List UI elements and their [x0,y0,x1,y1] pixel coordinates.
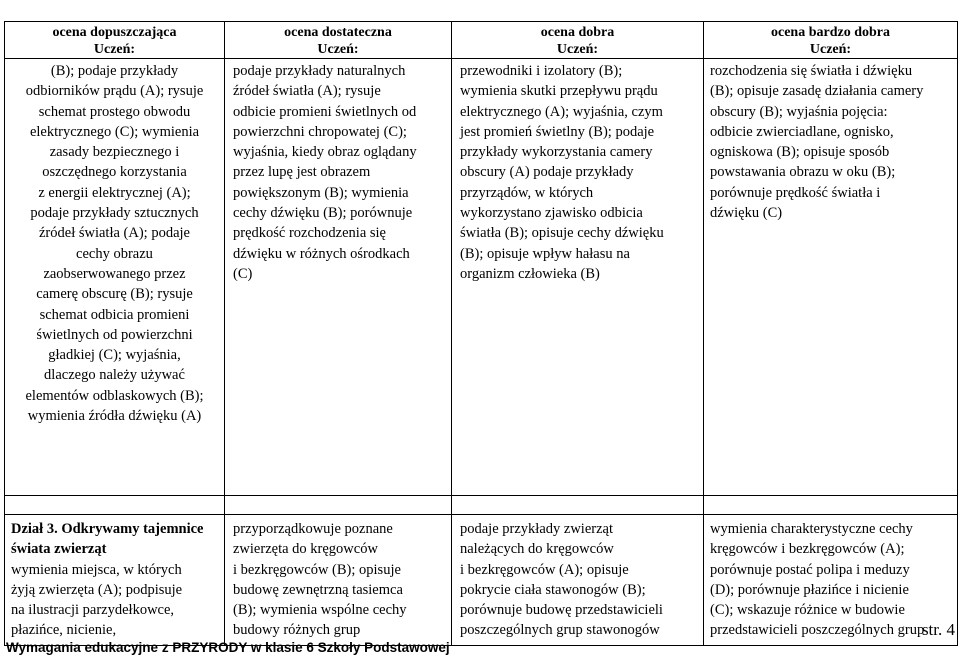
text-line: (C); wskazuje różnice w budowie [710,602,905,619]
text-line: wymienia miejsca, w których [11,561,182,578]
text-line: wymienia charakterystyczne cechy [710,521,913,537]
text-line: należących do kręgowców [460,541,614,558]
text-line: odbicie zwierciadlane, ognisko, [710,123,894,140]
cell-dzial-3 [5,515,225,646]
text-line: jest promień świetlny (B); podaje [460,123,655,140]
cell-dobra [452,59,704,496]
text-line: zasady bezpiecznego i [49,144,180,161]
text-line: porównuje postać polipa i meduzy [710,561,910,578]
text-line: świetlnych od powierzchni [36,326,193,343]
text-line: powiększonym (B); wymienia [233,184,409,201]
text-line: oszczędnego korzystania [42,164,187,181]
text-line: źródeł światła (A); podaje [39,225,190,242]
text-line: światła (B); opisuje cechy dźwięku [460,225,664,242]
text-line: podaje przykłady zwierząt [460,521,613,537]
text-line: podaje przykłady naturalnych [233,63,406,79]
text-line: (B); opisuje wpływ hałasu na [460,245,630,262]
text-line: (D); porównuje płazińce i nicienie [710,581,909,598]
header-grade-1: ocena dopuszczająca Uczeń: [5,22,225,59]
text-line: elementów odblaskowych (B); [25,387,204,404]
text-line: zwierzęta do kręgowców [233,541,378,558]
header-grade-4: ocena bardzo dobra Uczeń: [704,22,958,59]
cell-dostateczna [225,59,452,496]
text-line: żyją zwierzęta (A); podpisuje [11,581,183,598]
text-line: porównuje budowę przedstawicieli [460,602,663,619]
table-row [5,59,958,496]
text-line: pokrycie ciała stawonogów (B); [460,581,646,598]
text-line: porównuje prędkość światła i [710,184,881,201]
requirements-table [4,21,958,646]
text-line: camerę obscurę (B); rysuje [36,286,193,303]
text-line: cechy obrazu [76,245,153,262]
table-row [5,515,958,646]
text-line: (C) [233,265,253,282]
text-line: przyporządkowuje poznane [233,521,393,537]
text-line: gładkiej (C); wyjaśnia, [48,347,181,364]
text-line: poszczególnych grup stawonogów [460,622,660,639]
text-line: dźwięku w różnych ośrodkach [233,245,410,262]
text-line: zaobserwowanego przez [43,265,186,282]
spacer-row [5,496,958,515]
text-line: (B); wymienia wspólne cechy [233,602,407,619]
text-line: z energii elektrycznej (A); [38,184,191,201]
text-line: organizm człowieka (B) [460,265,600,282]
text-line: kręgowców i bezkręgowców (A); [710,541,905,558]
text-line: rozchodzenia się światła i dźwięku [710,63,913,79]
text-line: powstawania obrazu w oku (B); [710,164,896,181]
cell-dopuszczajaca [5,59,225,496]
text-line: przykłady wykorzystania camery [460,144,653,161]
text-line: budowę zewnętrzną tasiemca [233,581,403,598]
text-line: wykorzystano zjawisko odbicia [460,205,643,222]
text-line: schemat odbicia promieni [39,306,190,323]
text-line: odbiorników prądu (A); rysuje [25,83,204,100]
text-line: (B); podaje przykłady [50,63,179,79]
text-line: cechy dźwięku (B); porównuje [233,205,413,222]
text-line: wymienia źródła dźwięku (A) [27,408,202,425]
footer-title: Wymagania edukacyjne z PRZYRODY w klasie 6 Szkoły Podstawowej [6,640,450,655]
text-line: i bezkręgowców (B); opisuje [233,561,401,578]
text-line: ogniskowa (B); opisuje sposób [710,144,890,161]
text-line: schemat prostego obwodu [38,103,191,120]
text-line: przedstawicieli poszczególnych grup [710,622,925,639]
text-line: przez lupę jest obrazem [233,164,371,181]
text-line: budowy różnych grup [233,622,361,639]
cell-bardzo-dobra [704,59,958,496]
text-line: powierzchni chropowatej (C); [233,123,407,140]
text-line: dlaczego należy używać [44,367,185,384]
text-line: na ilustracji parzydełkowce, [11,602,175,619]
text-line: odbicie promieni świetlnych od [233,103,417,120]
text-line: (B); opisuje zasadę działania camery [710,83,924,100]
header-grade-3: ocena dobra Uczeń: [452,22,704,59]
text-line: elektrycznego (A); wyjaśnia, czym [460,103,663,120]
header-grade-2: ocena dostateczna Uczeń: [225,22,452,59]
text-line: podaje przykłady sztucznych [30,205,199,222]
text-line: i bezkręgowców (A); opisuje [460,561,629,578]
text-line: prędkość rozchodzenia się [233,225,386,242]
text-line: obscury (A) podaje przykłady [460,164,634,181]
cell-dostateczna-zwierzeta [225,515,452,646]
text-line: elektrycznego (C); wymienia [29,123,200,140]
cell-dobra-zwierzeta [452,515,704,646]
text-line: płazińce, nicienie, [11,622,117,639]
text-line: przewodniki i izolatory (B); [460,63,623,79]
text-line: dźwięku (C) [710,205,783,222]
text-line: przyrządów, w których [460,184,594,201]
header-row [5,22,958,59]
text-line: wymienia skutki przepływu prądu [460,83,658,100]
text-line: wyjaśnia, kiedy obraz oglądany [233,144,417,161]
text-line: obscury (B); wyjaśnia pojęcia: [710,103,888,120]
page-number: str. 4 [921,620,955,639]
cell-bardzo-dobra-zwierzeta [704,515,958,646]
section-title: Dział 3. Odkrywamy tajemnice świata zwierząt [11,521,204,558]
text-line: źródeł światła (A); rysuje [233,83,381,100]
